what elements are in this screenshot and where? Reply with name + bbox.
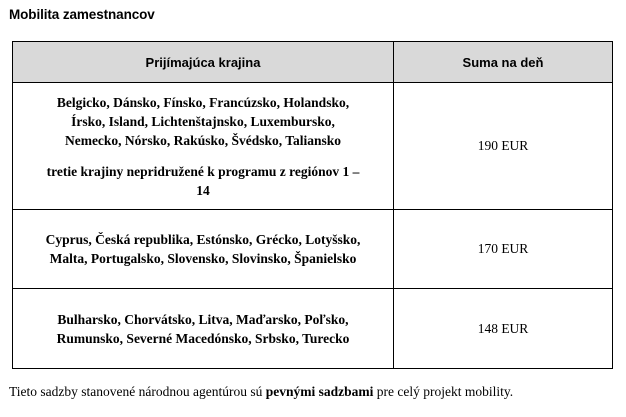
footer-note bbox=[9, 384, 513, 400]
countries-line: Nemecko, Nórsko, Rakúsko, Švédsko, Taliansko bbox=[64, 132, 342, 148]
note-bold-text: pevnými sadzbami bbox=[265, 384, 374, 399]
countries-cell bbox=[13, 210, 394, 289]
countries-cell bbox=[13, 83, 394, 210]
amount-cell: 148 EUR bbox=[394, 289, 613, 369]
table-row bbox=[13, 210, 613, 289]
countries-line: Bulharsko, Chorvátsko, Litva, Maďarsko, Poľsko, bbox=[57, 311, 349, 327]
countries-line: Rumunsko, Severné Macedónsko, Srbsko, Turecko bbox=[56, 330, 350, 346]
table-header-row bbox=[13, 42, 613, 83]
amount-cell: 170 EUR bbox=[394, 210, 613, 289]
countries-line: Írsko, Island, Lichtenštajnsko, Luxembursko, bbox=[71, 113, 335, 129]
note-text: pre celý projekt mobility. bbox=[373, 384, 514, 399]
header-amount: Suma na deň bbox=[394, 42, 613, 83]
header-country: Prijímajúca krajina bbox=[13, 42, 394, 83]
countries-line: Malta, Portugalsko, Slovensko, Slovinsko, Španielsko bbox=[49, 251, 357, 266]
table-row bbox=[13, 83, 613, 210]
countries-line: Belgicko, Dánsko, Fínsko, Francúzsko, Holandsko, bbox=[56, 94, 350, 110]
amount-cell: 190 EUR bbox=[394, 83, 613, 210]
note-text: Tieto sadzby stanovené národnou agentúrou sú bbox=[9, 384, 266, 399]
countries-line: tretie krajiny nepridružené k programu z regiónov 1 – bbox=[46, 163, 360, 179]
countries-line: Cyprus, Česká republika, Estónsko, Grécko, Lotyšsko, bbox=[45, 232, 361, 247]
countries-line: 14 bbox=[196, 182, 210, 198]
rates-table bbox=[12, 41, 613, 369]
section-heading: Mobilita zamestnancov bbox=[9, 7, 155, 22]
countries-cell bbox=[13, 289, 394, 369]
table-row bbox=[13, 289, 613, 369]
